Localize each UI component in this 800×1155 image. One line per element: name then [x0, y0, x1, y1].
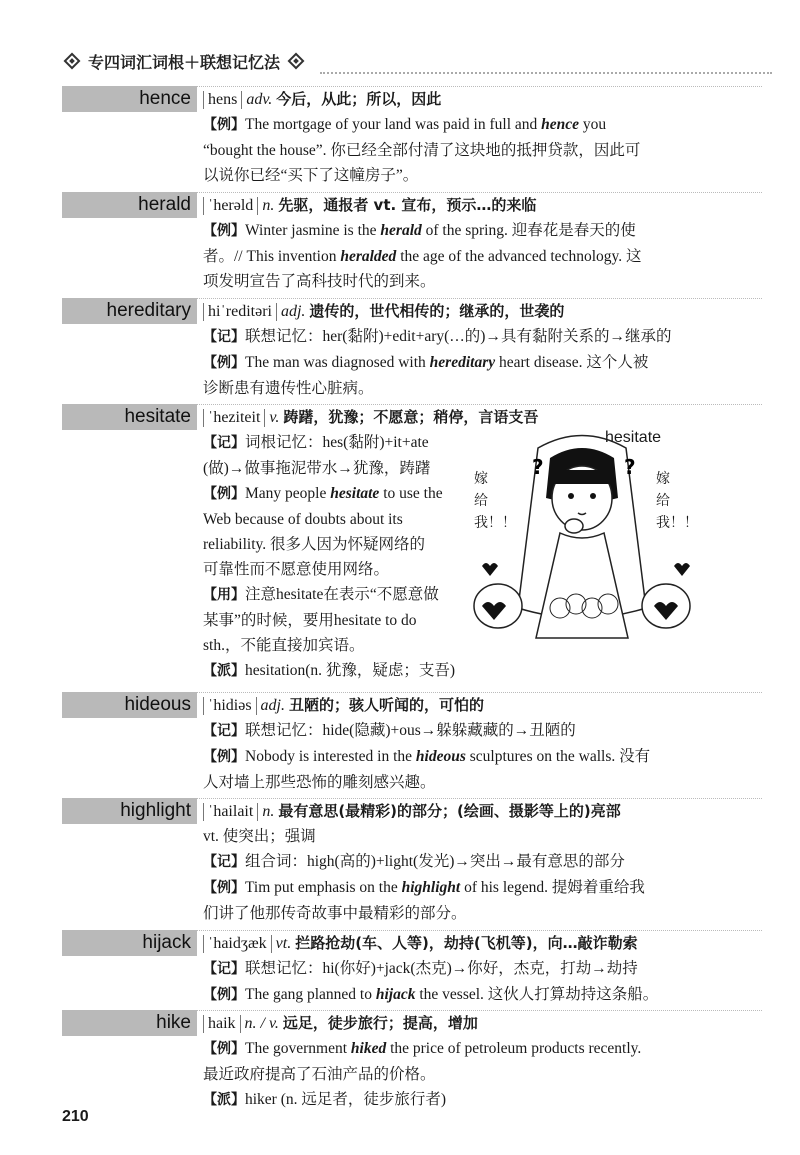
entry-line — [203, 376, 762, 401]
part-of-speech: adv. — [246, 91, 273, 108]
headword: herald — [62, 192, 197, 218]
entry-line — [203, 1087, 762, 1113]
line-text: 词根记忆：hes(黏附)+it+ate — [245, 434, 429, 451]
entry-head — [62, 86, 762, 112]
left-speech: 嫁给我！！ — [474, 471, 516, 531]
headword: hesitate — [62, 404, 197, 430]
pronunciation: ˈherəld — [203, 197, 258, 215]
definition: 丑陋的；骇人听闻的，可怕的 — [289, 696, 485, 714]
line-tag: 【例】 — [203, 987, 245, 1003]
line-tag: 【派】 — [203, 1092, 245, 1108]
line-text: Nobody is interested in the — [245, 748, 416, 765]
diamond-icon — [288, 53, 305, 70]
entry-0 — [62, 86, 762, 188]
headline — [197, 86, 762, 112]
entry-line — [203, 824, 762, 849]
line-tag: 【派】 — [203, 663, 245, 679]
line-text: 联想记忆：her(黏附)+edit+ary(…的)→具有黏附关系的→继承的 — [245, 328, 672, 345]
entry-line — [203, 269, 762, 294]
line-text: The gang planned to — [245, 986, 376, 1003]
line-text: you — [579, 116, 607, 133]
line-text: 组合词：high(高的)+light(发光)→突出→最有意思的部分 — [245, 853, 625, 870]
dress — [536, 533, 628, 638]
keyword: hence — [541, 116, 580, 133]
headword: highlight — [62, 798, 197, 824]
keyword: hesitate — [330, 485, 380, 502]
line-text: 者。// This invention — [203, 248, 341, 265]
keyword: hiked — [350, 1040, 387, 1057]
bride-illustration — [468, 428, 696, 654]
line-text: 以说你已经“买下了这幢房子”。 — [203, 167, 419, 184]
entry-line — [203, 112, 762, 138]
line-text: 联想记忆：hide(隐藏)+ous→躲躲藏藏的→丑陋的 — [245, 722, 576, 739]
illustration-label: hesitate — [605, 429, 662, 446]
line-text: of his legend. 提姆着重给我 — [460, 879, 645, 896]
pronunciation: ˈhidiəs — [203, 697, 257, 715]
definition: 最有意思(最精彩)的部分；(绘画、摄影等上的)亮部 — [278, 802, 621, 820]
svg-text:?: ? — [624, 455, 636, 479]
entry-line — [203, 770, 762, 795]
line-text: 联想记忆：hi(你好)+jack(杰克)→你好，杰克，打劫→劫持 — [245, 960, 638, 977]
line-tag: 【记】 — [203, 723, 245, 739]
entry-5 — [62, 798, 762, 926]
line-tag: 【例】 — [203, 1041, 245, 1057]
line-text: Tim put emphasis on the — [245, 879, 402, 896]
entry-line — [203, 658, 762, 684]
line-text: hiker (n. 远足者，徒步旅行者) — [245, 1091, 447, 1108]
line-text: vt. 使突出；强调 — [203, 828, 316, 845]
pronunciation: ˈhailait — [203, 803, 258, 821]
headline — [197, 692, 762, 718]
headword: hideous — [62, 692, 197, 718]
entry-head — [62, 798, 762, 824]
pronunciation: hens — [203, 91, 242, 109]
headline — [197, 298, 762, 324]
line-text: the price of petroleum products recently. — [386, 1040, 642, 1057]
line-tag: 【记】 — [203, 854, 245, 870]
part-of-speech: n. — [262, 803, 275, 820]
line-text: The man was diagnosed with — [245, 354, 430, 371]
line-text: sculptures on the walls. 没有 — [465, 748, 651, 765]
line-text: The government — [245, 1040, 351, 1057]
part-of-speech: vt. — [275, 935, 292, 952]
entry-line — [203, 849, 762, 875]
right-speech: 嫁给我！！ — [656, 471, 698, 531]
entry-1 — [62, 192, 762, 294]
page-header — [62, 44, 772, 78]
headline — [197, 404, 762, 430]
line-tag: 【例】 — [203, 486, 245, 502]
part-of-speech: adj. — [280, 303, 306, 320]
definition: 拦路抢劫(车、人等)，劫持(飞机等)，向…敲诈勒索 — [295, 934, 638, 952]
entry-4 — [62, 692, 762, 795]
pronunciation: haik — [203, 1015, 241, 1033]
headline — [197, 192, 762, 218]
headline — [197, 1010, 762, 1036]
entry-6 — [62, 930, 762, 1008]
line-tag: 【例】 — [203, 880, 245, 896]
entry-head — [62, 692, 762, 718]
line-text: 诊断患有遗传性心脏病。 — [203, 380, 374, 397]
definition: 遗传的，世代相传的；继承的，世袭的 — [309, 302, 565, 320]
line-text: Winter jasmine is the — [245, 222, 381, 239]
part-of-speech: n. / v. — [244, 1015, 279, 1032]
line-text: Many people — [245, 485, 331, 502]
keyword: herald — [380, 222, 422, 239]
line-tag: 【例】 — [203, 117, 245, 133]
pronunciation: ˈheziteit — [203, 409, 265, 427]
line-tag: 【例】 — [203, 749, 245, 765]
line-tag: 【记】 — [203, 329, 245, 345]
keyword: heralded — [340, 248, 397, 265]
definition: 踌躇，犹豫；不愿意；稍停，言语支吾 — [283, 408, 539, 426]
line-text: 项发明宣告了高科技时代的到来。 — [203, 273, 436, 290]
entry-line — [203, 163, 762, 188]
pronunciation: ˈhaidʒæk — [203, 935, 272, 953]
entry-2 — [62, 298, 762, 401]
line-text: 人对墙上那些恐怖的雕刻感兴趣。 — [203, 774, 436, 791]
line-text: of the spring. 迎春花是春天的使 — [421, 222, 636, 239]
entry-7 — [62, 1010, 762, 1113]
line-tag: 【用】 — [203, 587, 245, 603]
line-text: 们讲了他那传奇故事中最精彩的部分。 — [203, 905, 467, 922]
definition: 远足，徒步旅行；提高，增加 — [282, 1014, 478, 1032]
headword: hereditary — [62, 298, 197, 324]
line-text: “bought the house”. 你已经全部付清了这块地的抵押贷款，因此可 — [203, 142, 641, 159]
line-text: 最近政府提高了石油产品的价格。 — [203, 1066, 436, 1083]
line-tag: 【例】 — [203, 223, 245, 239]
entry-line — [203, 744, 762, 770]
part-of-speech: adj. — [260, 697, 285, 714]
header-dotted-rule — [320, 72, 772, 74]
entry-head — [62, 930, 762, 956]
line-text: 注意hesitate在表示“不愿意做 — [245, 586, 439, 603]
line-text: hesitation(n. 犹豫，疑虑；支吾) — [245, 662, 456, 679]
entry-head — [62, 298, 762, 324]
line-text: Web because of doubts about its — [203, 511, 403, 528]
entry-line — [203, 956, 762, 982]
entry-line — [203, 244, 762, 269]
entry-line — [203, 982, 762, 1008]
line-text: to use the — [379, 485, 443, 502]
pronunciation: hiˈreditəri — [203, 303, 277, 321]
keyword: highlight — [401, 879, 461, 896]
part-of-speech: n. — [262, 197, 275, 214]
entry-head — [62, 1010, 762, 1036]
entry-line — [203, 875, 762, 901]
keyword: hideous — [415, 748, 466, 765]
entry-line — [203, 1036, 762, 1062]
entry-line — [203, 901, 762, 926]
part-of-speech: v. — [269, 409, 280, 426]
line-text: 可靠性而不愿意使用网络。 — [203, 561, 390, 578]
line-text: The mortgage of your land was paid in full and — [245, 116, 542, 133]
entry-line — [203, 218, 762, 244]
entry-head — [62, 404, 762, 430]
headword: hijack — [62, 930, 197, 956]
header-title: 专四词汇词根＋联想记忆法 — [88, 52, 281, 72]
headword: hike — [62, 1010, 197, 1036]
definition: 先驱，通报者 vt. 宣布，预示…的来临 — [278, 196, 537, 214]
headline — [197, 930, 762, 956]
line-tag: 【例】 — [203, 355, 245, 371]
entry-line — [203, 1062, 762, 1087]
svg-text:?: ? — [532, 455, 544, 479]
headline — [197, 798, 762, 824]
line-tag: 【记】 — [203, 961, 245, 977]
entry-line — [203, 138, 762, 163]
keyword: hereditary — [429, 354, 496, 371]
page-number: 210 — [62, 1108, 89, 1125]
line-text: sth.，不能直接加宾语。 — [203, 637, 365, 654]
entry-line — [203, 718, 762, 744]
line-tag: 【记】 — [203, 435, 245, 451]
line-text: reliability. 很多人因为怀疑网络的 — [203, 536, 426, 553]
entry-line — [203, 324, 762, 350]
definition: 今后，从此；所以，因此 — [276, 90, 442, 108]
line-text: the vessel. 这伙人打算劫持这条船。 — [415, 986, 659, 1003]
line-text: 某事”的时候，要用hesitate to do — [203, 612, 417, 629]
diamond-icon — [64, 53, 81, 70]
keyword: hijack — [375, 986, 416, 1003]
entry-head — [62, 192, 762, 218]
entry-line — [203, 350, 762, 376]
line-text: heart disease. 这个人被 — [495, 354, 649, 371]
headword: hence — [62, 86, 197, 112]
line-text: the age of the advanced technology. 这 — [396, 248, 642, 265]
line-text: (做)→做事拖泥带水→犹豫，踌躇 — [203, 460, 431, 477]
